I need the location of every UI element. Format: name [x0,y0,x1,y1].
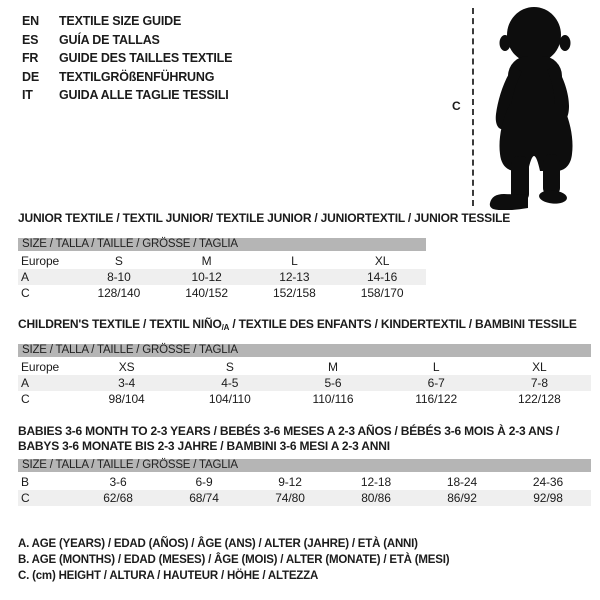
language-row-de [22,68,232,87]
language-code: IT [22,88,33,102]
legend-notes [18,536,449,584]
cell: 4-5 [221,376,239,390]
junior-section-title: JUNIOR TEXTILE / TEXTIL JUNIOR/ TEXTILE JUNIOR / JUNIORTEXTIL / JUNIOR TESSILE [18,211,511,225]
row-label: A [21,270,29,284]
cell: 10-12 [191,270,222,284]
table-row [18,359,591,375]
cell: 80/86 [361,491,391,505]
cell: 128/140 [97,286,141,300]
height-measure-label: C [452,99,461,113]
cell: L [291,254,298,268]
cell: 110/116 [312,392,354,406]
cell: 12-13 [279,270,310,284]
babies-size-table [18,459,591,506]
table-row [18,269,426,285]
cell: 116/122 [415,392,458,406]
cell: M [201,254,212,268]
size-header-bar: SIZE / TALLA / TAILLE / GRÖSSE / TAGLIA [18,459,591,472]
note-age-years: A. AGE (YEARS) / EDAD (AÑOS) / ÂGE (ANS) / ALTER (JAHRE) / ETÀ (ANNI) [18,538,418,550]
cell: 5-6 [324,376,342,390]
language-title: GUIDE DES TAILLES TEXTILE [59,51,233,65]
cell: 158/170 [360,286,404,300]
row-label: B [21,475,29,489]
size-header-bar: SIZE / TALLA / TAILLE / GRÖSSE / TAGLIA [18,238,426,251]
junior-size-table [18,238,426,301]
language-code: EN [22,14,39,28]
language-row-it [22,86,232,105]
cell: 98/104 [108,392,145,406]
babies-table [18,474,591,506]
language-header [22,12,232,105]
size-header-bar: SIZE / TALLA / TAILLE / GRÖSSE / TAGLIA [18,344,591,357]
cell: 6-9 [195,475,213,489]
cell: 8-10 [107,270,131,284]
row-label: A [21,376,29,390]
children-table [18,359,591,407]
toddler-silhouette-icon [484,4,594,210]
table-row [18,391,591,407]
language-row-es [22,31,232,50]
cell: XL [532,360,547,374]
table-row [18,375,591,391]
cell: 14-16 [367,270,398,284]
cell: S [114,254,123,268]
cell: 74/80 [275,491,305,505]
babies-title-line1: BABIES 3-6 MONTH TO 2-3 YEARS / BEBÉS 3-6 MESES A 2-3 AÑOS / BÉBÉS 3-6 MOIS À 2-3 ANS / [18,424,560,438]
cell: L [432,360,440,374]
children-title-suffix: / TEXTILE DES ENFANTS / KINDERTEXTIL / BAMBINI TESSILE [229,317,577,331]
cell: 62/68 [103,491,133,505]
table-row [18,285,426,301]
babies-section-title [18,424,593,454]
height-dashed-line [472,8,474,206]
row-label: C [21,286,30,300]
cell: 140/152 [185,286,228,300]
cell: 3-6 [109,475,127,489]
cell: 152/158 [273,286,316,300]
children-title-subscript: /A [221,323,230,332]
cell: XL [374,254,390,268]
cell: 92/98 [533,491,563,505]
row-label: C [21,392,30,406]
children-section-title [18,317,577,332]
cell: 7-8 [530,376,548,390]
cell: 6-7 [427,376,445,390]
cell: M [328,360,338,374]
cell: 24-36 [532,475,564,489]
row-label: C [21,491,30,505]
language-row-en [22,12,232,31]
cell: 86/92 [447,491,477,505]
language-title: TEXTILGRÖßENFÜHRUNG [59,69,215,84]
table-row [18,490,591,506]
language-title: TEXTILE SIZE GUIDE [59,14,182,28]
children-title-prefix: CHILDREN'S TEXTILE / TEXTIL NIÑO [18,317,222,331]
language-title: GUIDA ALLE TAGLIE TESSILI [59,88,229,102]
cell: S [225,360,234,374]
children-size-table [18,344,591,407]
cell: 3-4 [118,376,136,390]
table-row [18,474,591,490]
language-code: FR [22,51,39,65]
cell: 18-24 [446,475,478,489]
note-age-months: B. AGE (MONTHS) / EDAD (MESES) / ÂGE (MOIS) / ALTER (MONATE) / ETÀ (MESI) [18,554,450,566]
cell: 68/74 [189,491,219,505]
junior-table [18,253,426,301]
note-height-cm: C. (cm) HEIGHT / ALTURA / HAUTEUR / HÖHE / ALTEZZA [18,570,319,582]
babies-title-line2: BABYS 3-6 MONATE BIS 2-3 JAHRE / BAMBINI 3-6 MESI A 2-3 ANNI [18,439,390,453]
height-measure-figure [448,4,598,210]
cell: 104/110 [208,392,251,406]
cell: 9-12 [278,475,302,489]
cell: 12-18 [360,475,392,489]
language-title: GUÍA DE TALLAS [59,32,160,47]
language-code: ES [22,32,39,47]
table-row [18,253,426,269]
language-code: DE [22,69,39,84]
row-label: Europe [21,360,60,374]
language-row-fr [22,49,232,68]
row-label: Europe [21,254,60,268]
cell: 122/128 [518,392,561,406]
cell: XS [118,360,135,374]
